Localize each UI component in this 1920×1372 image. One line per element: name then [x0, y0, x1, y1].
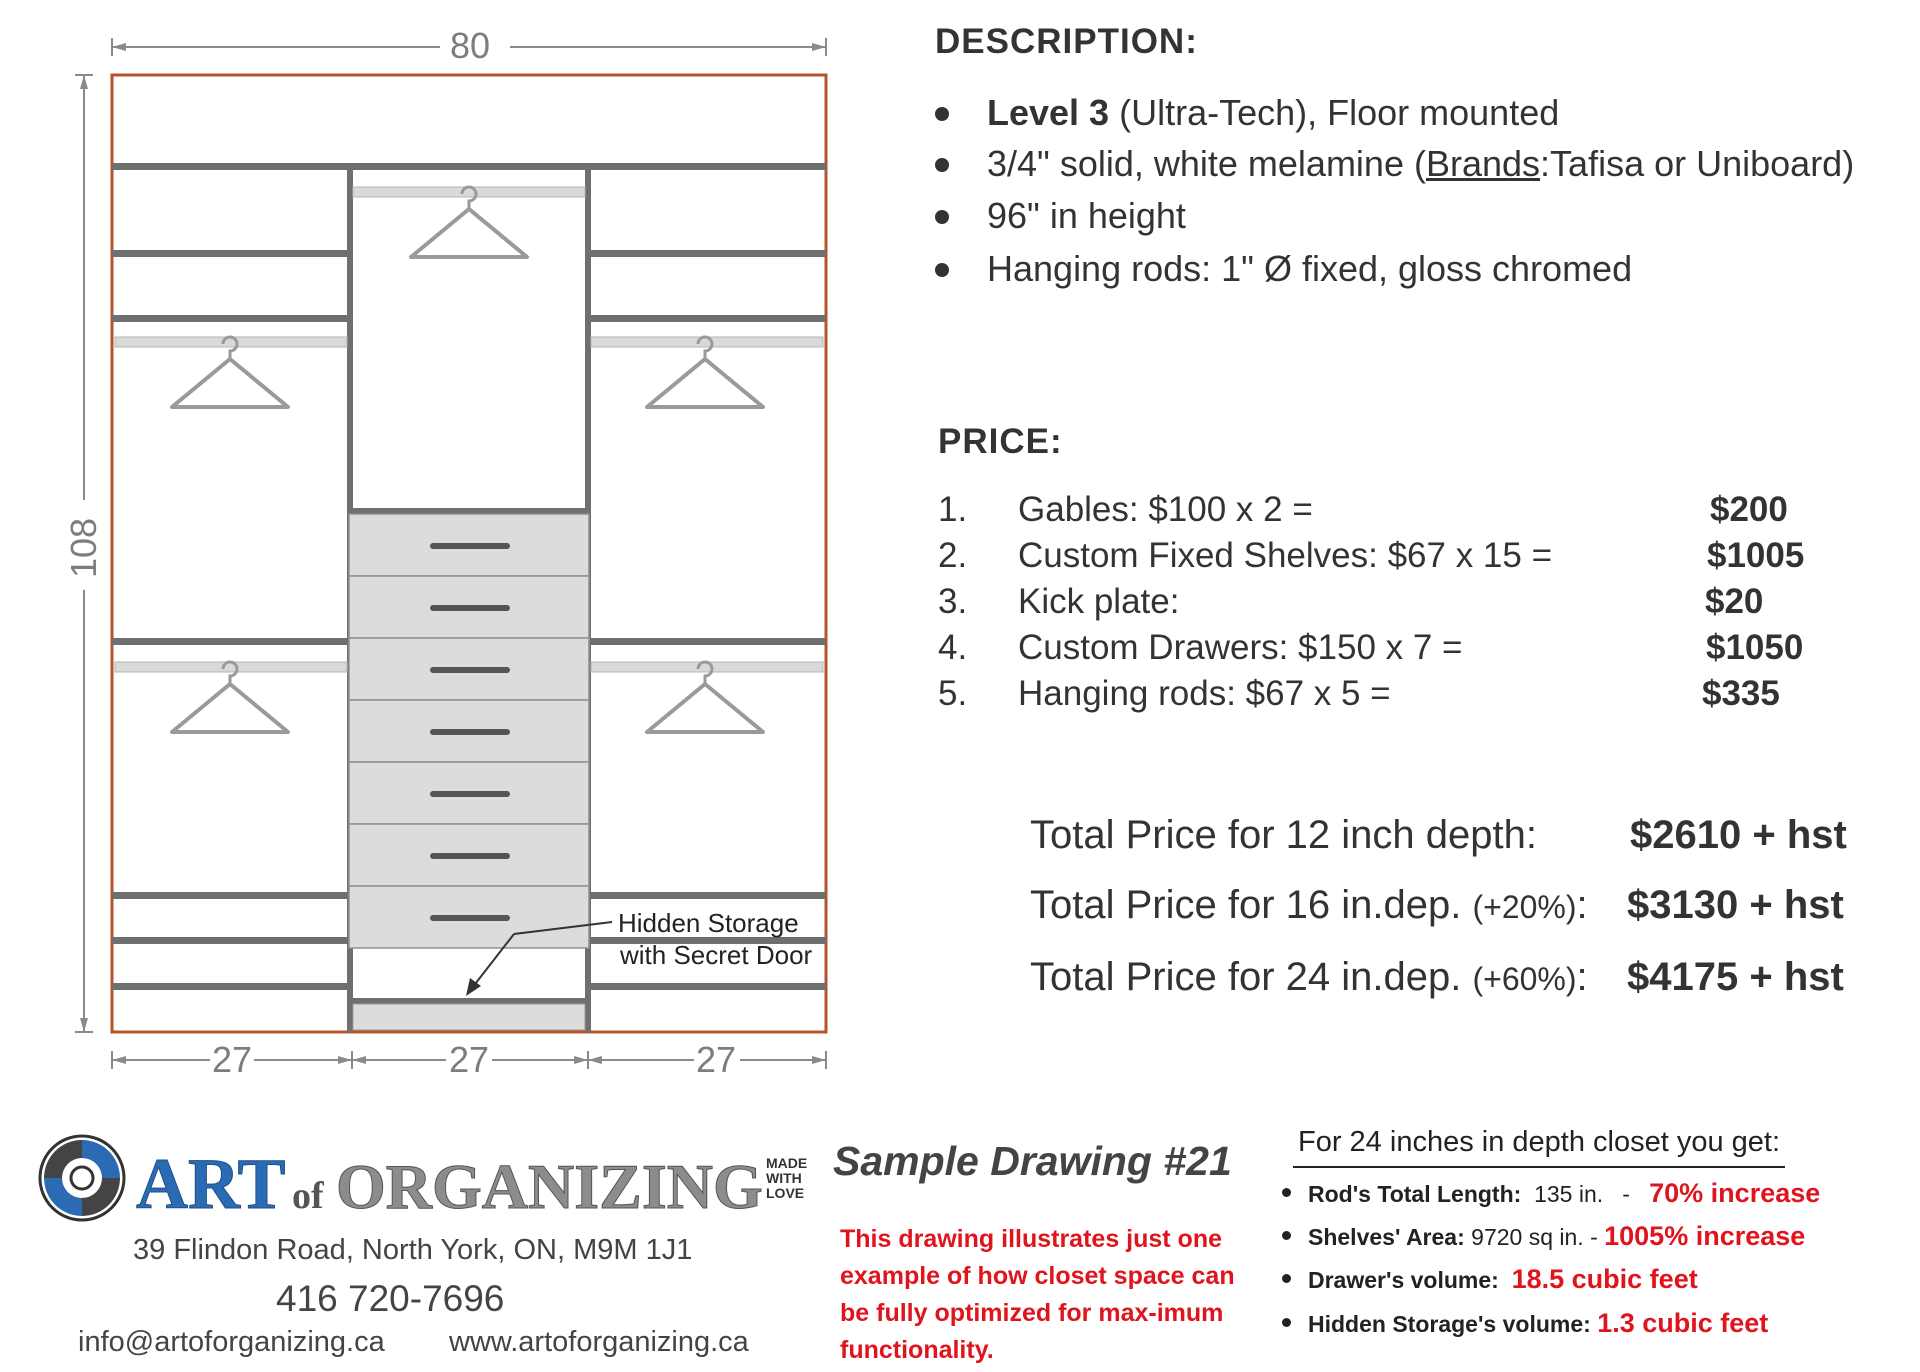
total-24-inch: [1030, 955, 1850, 1007]
col2-label: 27: [448, 1039, 490, 1080]
col3-label: 27: [695, 1039, 737, 1080]
total-percent: (+60%): [1472, 961, 1577, 997]
bullet-icon: [935, 107, 949, 121]
benefit-label: Drawer's volume:: [1308, 1267, 1499, 1293]
price-amount: $335: [1702, 674, 1780, 713]
total-label: Total Price for 24 in.dep.: [1030, 955, 1473, 999]
price-label: Kick plate:: [1018, 582, 1180, 621]
price-label: Custom Drawers: $150 x 7 =: [1018, 628, 1463, 667]
logo-art: ART: [136, 1144, 286, 1224]
width-label: 80: [449, 25, 491, 66]
height-dimension: [63, 75, 104, 1032]
benefit-label: Shelves' Area:: [1308, 1224, 1465, 1250]
total-value: $3130 + hst: [1627, 883, 1844, 927]
price-label: Gables: $100 x 2 =: [1018, 490, 1313, 529]
level-text: (Ultra-Tech), Floor mounted: [1109, 92, 1560, 133]
total-value: $4175 + hst: [1627, 955, 1844, 999]
hidden-storage-shelf: [353, 998, 585, 1004]
benefit-item: [1276, 1264, 1916, 1300]
benefit-highlight: 1.3 cubic feet: [1597, 1308, 1769, 1338]
brands-label: Brands: [1425, 143, 1541, 184]
sample-drawing-title: Sample Drawing #21: [833, 1138, 1232, 1184]
price-heading: PRICE:: [938, 422, 1063, 461]
price-label: Hanging rods: $67 x 5 =: [1018, 674, 1391, 713]
benefit-label: Hidden Storage's volume:: [1308, 1311, 1591, 1337]
center-shelf: [353, 508, 585, 514]
drawer-handle-icon: [430, 791, 510, 797]
benefit-item: [1276, 1178, 1916, 1214]
company-phone: 416 720-7696: [276, 1278, 505, 1319]
logo-of: of: [292, 1175, 324, 1217]
price-amount: $20: [1705, 582, 1764, 621]
height-text: 96" in height: [987, 195, 1186, 236]
description-heading: DESCRIPTION:: [935, 22, 1198, 61]
material-text: 3/4" solid, white melamine (: [987, 143, 1426, 184]
total-16-inch: [1030, 883, 1850, 935]
bullet-icon: [935, 210, 949, 224]
benefit-value: 9720 sq in. -: [1464, 1224, 1605, 1250]
benefit-highlight: 70% increase: [1649, 1178, 1821, 1208]
total-percent: (+20%): [1472, 889, 1577, 925]
total-label: Total Price for 16 in.dep.: [1030, 883, 1473, 927]
bullet-icon: [935, 158, 949, 172]
bullet-icon: [1282, 1274, 1291, 1283]
bullet-icon: [1282, 1188, 1291, 1197]
price-amount: $1005: [1707, 536, 1805, 575]
company-address: 39 Flindon Road, North York, ON, M9M 1J1: [133, 1234, 693, 1266]
price-row: [938, 536, 1838, 580]
price-amount: $200: [1710, 490, 1788, 529]
drawer-handle-icon: [430, 543, 510, 549]
price-num: 3.: [938, 582, 968, 621]
height-label: 108: [63, 517, 104, 579]
hidden-storage-label-2: with Secret Door: [620, 940, 813, 970]
price-num: 4.: [938, 628, 968, 667]
logo-tagline-3: LOVE: [766, 1185, 805, 1201]
logo-swirl-icon: [40, 1136, 124, 1220]
benefit-highlight: 1005% increase: [1604, 1221, 1806, 1251]
drawer-handle-icon: [430, 729, 510, 735]
company-email-link[interactable]: info@artoforganizing.ca: [78, 1326, 385, 1358]
brands-text: :Tafisa or Uniboard): [1540, 143, 1855, 184]
rods-text: Hanging rods: 1" Ø fixed, gloss chromed: [987, 248, 1633, 289]
benefits-heading: [1298, 1126, 1780, 1159]
sample-note: This drawing illustrates just one example of how closet space can be fully optimized for max-imum functionality.: [840, 1225, 1235, 1364]
logo-organizing: ORGANIZING: [336, 1151, 763, 1222]
total-colon: :: [1576, 883, 1588, 927]
benefit-item: [1276, 1221, 1916, 1257]
benefit-label: Rod's Total Length:: [1308, 1181, 1522, 1207]
price-row: [938, 628, 1838, 672]
price-num: 1.: [938, 490, 968, 529]
drawer-handle-icon: [430, 915, 510, 921]
benefit-value: 135 in. -: [1521, 1181, 1650, 1207]
total-12-inch: [1030, 813, 1850, 865]
width-dimension: [112, 25, 826, 66]
column-dimensions: [112, 1039, 826, 1080]
price-amount: $1050: [1706, 628, 1804, 667]
benefit-value: [1499, 1267, 1512, 1293]
price-row: [938, 582, 1838, 626]
bullet-icon: [935, 263, 949, 277]
price-num: 2.: [938, 536, 968, 575]
price-num: 5.: [938, 674, 968, 713]
price-row: [938, 490, 1838, 534]
benefit-item: [1276, 1308, 1916, 1344]
logo-tagline-1: MADE: [766, 1155, 808, 1171]
benefit-highlight: 18.5 cubic feet: [1511, 1264, 1698, 1294]
heading-underline: [1293, 1166, 1785, 1168]
benefits-heading-text: For 24 inches in depth closet you get:: [1298, 1126, 1781, 1158]
closet-drawing: [0, 0, 900, 1120]
company-logo: [36, 1130, 816, 1230]
hidden-storage-label-1: Hidden Storage: [618, 908, 799, 938]
total-value: $2610 + hst: [1630, 813, 1847, 857]
price-label: Custom Fixed Shelves: $67 x 15 =: [1018, 536, 1553, 575]
drawer-handle-icon: [430, 853, 510, 859]
total-label: Total Price for 12 inch depth:: [1030, 813, 1537, 857]
bullet-icon: [1282, 1318, 1291, 1327]
top-shelf: [112, 163, 826, 170]
drawer-handle-icon: [430, 605, 510, 611]
drawer-handle-icon: [430, 667, 510, 673]
logo-tagline-2: WITH: [766, 1170, 802, 1186]
hidden-storage-panel: [353, 1004, 585, 1030]
bullet-icon: [1282, 1231, 1291, 1240]
price-row: [938, 674, 1838, 718]
company-website-link[interactable]: www.artoforganizing.ca: [449, 1326, 749, 1358]
total-colon: :: [1576, 955, 1588, 999]
col1-label: 27: [211, 1039, 253, 1080]
drawer-stack: [349, 514, 589, 948]
level-label: Level 3: [987, 92, 1110, 133]
